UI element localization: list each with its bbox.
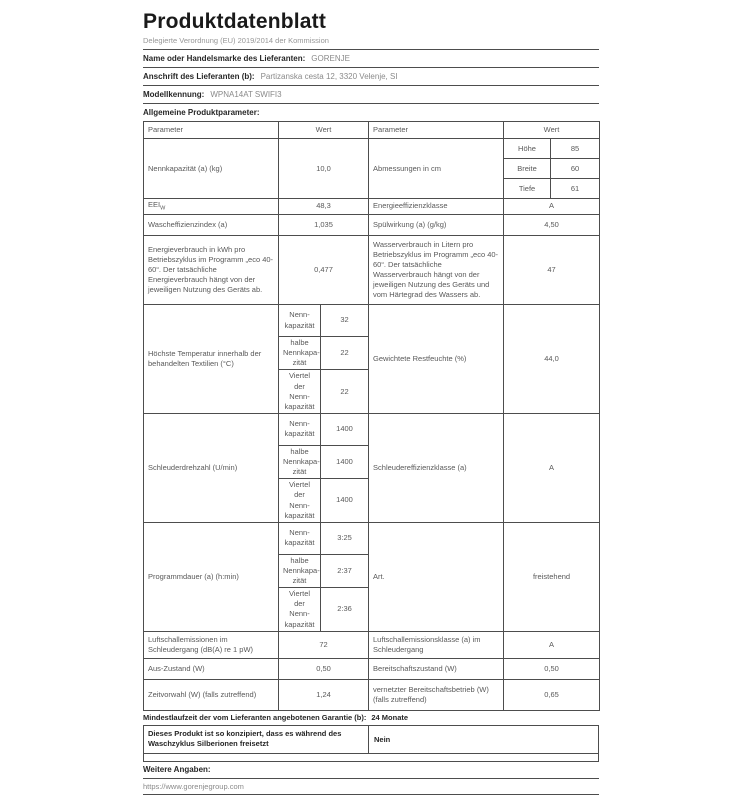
param-label: vernetzter Bereitschaftsbetrieb (W) (falls zutreffend)	[369, 679, 504, 710]
capacity-value: 3:25	[321, 522, 369, 554]
supplier-name-value: GORENJE	[311, 54, 350, 64]
header-wert-right: Wert	[504, 122, 600, 139]
supplier-address-label: Anschrift des Lieferanten (b):	[143, 72, 255, 82]
capacity-label: Nenn-kapazität	[279, 522, 321, 554]
table-row	[144, 413, 600, 445]
param-value: 1,24	[279, 679, 369, 710]
param-value: 0,50	[279, 658, 369, 679]
dimension-value: 61	[551, 179, 600, 199]
table-header-row	[144, 122, 600, 139]
param-value: 10,0	[279, 139, 369, 199]
guarantee-value: 24 Monate	[371, 713, 409, 723]
capacity-value: 32	[321, 305, 369, 337]
guarantee-row	[143, 711, 599, 726]
silver-ion-value: Nein	[374, 734, 391, 744]
param-label: Luftschallemissionen im Schleudergang (dB(A) re 1 pW)	[144, 631, 279, 658]
silver-ion-row	[143, 726, 599, 754]
guarantee-label: Mindestlaufzeit der vom Lieferanten angebotenen Garantie (b):	[143, 713, 367, 723]
section-title: Allgemeine Produktparameter:	[143, 108, 260, 118]
param-label: Wasserverbrauch in Litern pro Betriebszyklus im Programm „eco 40-60“. Der tatsächliche Wasserverbrauch hängt von der jeweiligen Nutzung des Geräts und vom Härtegrad des Wassers ab.	[369, 236, 504, 305]
param-label: Energieverbrauch in kWh pro Betriebszyklus im Programm „eco 40-60“. Der tatsächliche Energieverbrauch hängt von der jeweiligen Nutzung des Geräts ab.	[144, 236, 279, 305]
header-wert-left: Wert	[279, 122, 369, 139]
param-value: 44,0	[504, 305, 600, 414]
regulation-subtitle: Delegierte Verordnung (EU) 2019/2014 der Kommission	[143, 36, 599, 50]
capacity-label: halbe Nennkapa-zität	[279, 337, 321, 370]
table-row	[144, 199, 600, 215]
model-value: WPNA14AT SWIFI3	[210, 90, 282, 100]
param-value: A	[504, 413, 600, 522]
parameters-table	[143, 121, 600, 711]
param-label: Gewichtete Restfeuchte (%)	[369, 305, 504, 414]
page-title: Produktdatenblatt	[143, 10, 327, 33]
dimension-label: Breite	[504, 159, 551, 179]
param-label: Höchste Temperatur innerhalb der behandelten Textilien (°C)	[144, 305, 279, 414]
param-label: Art.	[369, 522, 504, 631]
param-value: A	[504, 631, 600, 658]
dimension-label: Höhe	[504, 139, 551, 159]
param-label: Schleudereffizienzklasse (a)	[369, 413, 504, 522]
model-row	[143, 86, 599, 104]
table-row	[144, 679, 600, 710]
capacity-value: 22	[321, 370, 369, 414]
param-label: Bereitschaftszustand (W)	[369, 658, 504, 679]
param-label: Zeitvorwahl (W) (falls zutreffend)	[144, 679, 279, 710]
capacity-value: 1400	[321, 413, 369, 445]
eei-subscript: W	[160, 205, 166, 212]
dimension-label: Tiefe	[504, 179, 551, 199]
more-info-link[interactable]: https://www.gorenjegroup.com	[143, 781, 244, 791]
silver-ion-label: Dieses Produkt ist so konzipiert, dass es während des Waschzyklus Silberionen freisetzt	[144, 726, 369, 753]
capacity-value: 2:37	[321, 554, 369, 587]
table-row	[144, 139, 600, 159]
supplier-name-row	[143, 50, 599, 68]
capacity-label: Nenn-kapazität	[279, 305, 321, 337]
table-row	[144, 631, 600, 658]
param-value: 48,3	[279, 199, 369, 215]
capacity-label: Viertel der Nenn-kapazität	[279, 370, 321, 414]
table-row	[144, 215, 600, 236]
more-info-row	[143, 761, 599, 779]
table-row	[144, 305, 600, 337]
capacity-value: 1400	[321, 445, 369, 478]
param-label: Spülwirkung (a) (g/kg)	[369, 215, 504, 236]
supplier-address-value: Partizanska cesta 12, 3320 Velenje, SI	[260, 72, 398, 82]
param-label: Wascheffizienzindex (a)	[144, 215, 279, 236]
param-value: 0,50	[504, 658, 600, 679]
supplier-name-label: Name oder Handelsmarke des Lieferanten:	[143, 54, 306, 64]
dimension-value: 85	[551, 139, 600, 159]
param-label: Aus-Zustand (W)	[144, 658, 279, 679]
param-value: 4,50	[504, 215, 600, 236]
table-stub	[143, 754, 599, 761]
param-label: $EEI_W$	[144, 199, 279, 215]
param-label: Energieeffizienzklasse	[369, 199, 504, 215]
more-info-link-row	[143, 779, 599, 795]
param-label: Nennkapazität (a) (kg)	[144, 139, 279, 199]
param-value: 72	[279, 631, 369, 658]
capacity-value: 1400	[321, 479, 369, 523]
param-label: Programmdauer (a) (h:min)	[144, 522, 279, 631]
capacity-label: halbe Nennkapa-zität	[279, 554, 321, 587]
table-row	[144, 236, 600, 305]
param-value: 0,65	[504, 679, 600, 710]
header-parameter-right: Parameter	[369, 122, 504, 139]
product-datasheet	[143, 10, 599, 795]
header-parameter-left: Parameter	[144, 122, 279, 139]
param-label: Luftschallemissionsklasse (a) im Schleudergang	[369, 631, 504, 658]
capacity-label: Nenn-kapazität	[279, 413, 321, 445]
more-info-label: Weitere Angaben:	[143, 765, 211, 775]
param-value: 47	[504, 236, 600, 305]
supplier-address-row	[143, 68, 599, 86]
capacity-label: Viertel der Nenn-kapazität	[279, 588, 321, 632]
param-value: 0,477	[279, 236, 369, 305]
capacity-value: 2:36	[321, 588, 369, 632]
dimension-value: 60	[551, 159, 600, 179]
param-label: Schleuderdrehzahl (U/min)	[144, 413, 279, 522]
section-title-row	[143, 104, 599, 121]
param-value: freistehend	[504, 522, 600, 631]
param-value: A	[504, 199, 600, 215]
table-row	[144, 658, 600, 679]
capacity-label: Viertel der Nenn-kapazität	[279, 479, 321, 523]
capacity-value: 22	[321, 337, 369, 370]
param-label: Abmessungen in cm	[369, 139, 504, 199]
table-row	[144, 522, 600, 554]
model-label: Modellkennung:	[143, 90, 205, 100]
param-value: 1,035	[279, 215, 369, 236]
capacity-label: halbe Nennkapa-zität	[279, 445, 321, 478]
